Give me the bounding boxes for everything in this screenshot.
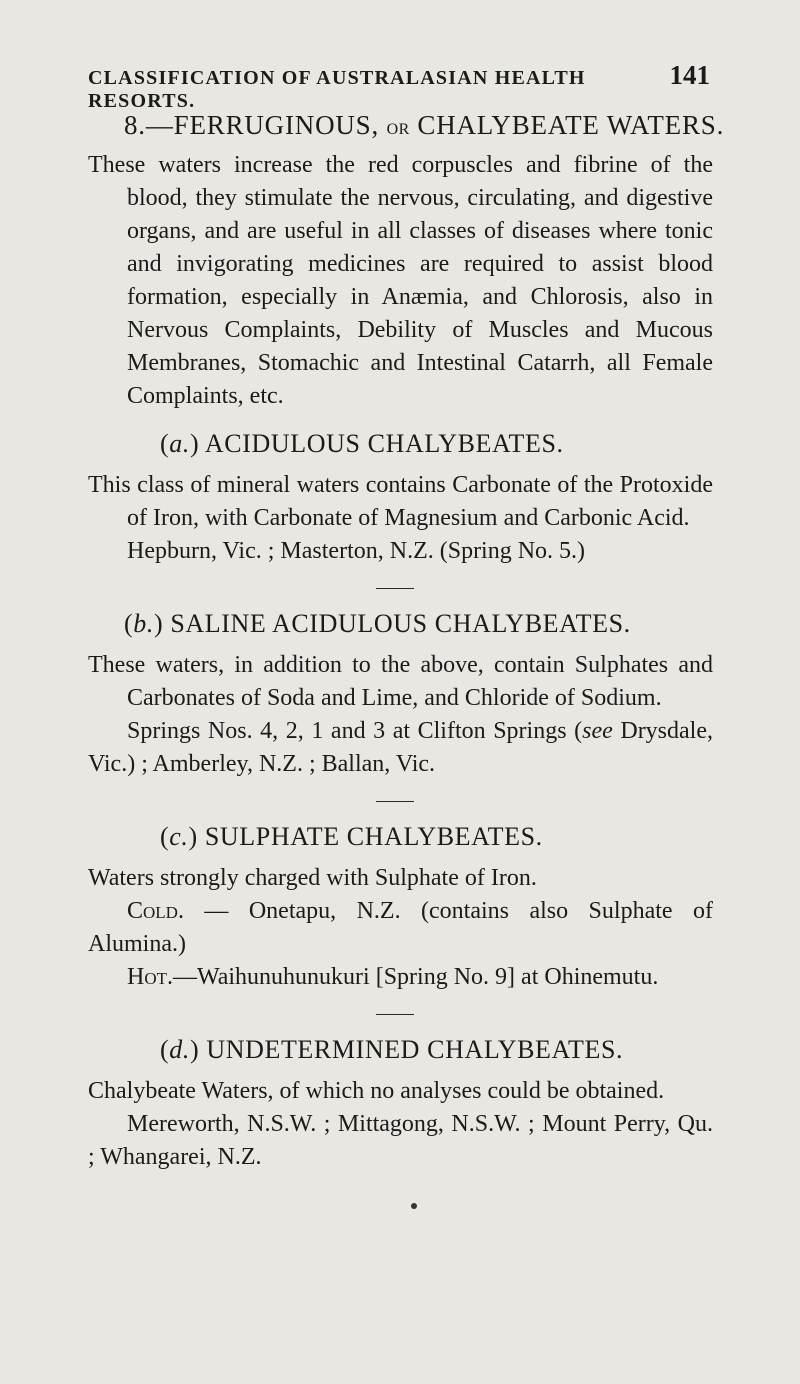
- section-title: [124, 108, 725, 147]
- subsection-c-cold-label: Cold.: [127, 898, 184, 924]
- running-header: [88, 60, 710, 113]
- section-title-part1: —FERRUGINOUS,: [145, 110, 380, 140]
- subsection-d-label: d.: [169, 1035, 190, 1064]
- running-title: CLASSIFICATION OF AUSTRALASIAN HEALTH RESORTS.: [88, 67, 586, 112]
- subsection-b-title: (b.) SALINE ACIDULOUS CHALYBEATES.: [124, 609, 631, 638]
- divider-rule-2: [376, 801, 414, 802]
- subsection-a-places: Hepburn, Vic. ; Masterton, N.Z. (Spring No. 5.): [127, 538, 586, 564]
- page-content: [88, 108, 725, 1174]
- subsection-c-hot-label: Hot.: [127, 964, 173, 990]
- subsection-c-cold: [88, 895, 713, 961]
- subsection-b-places-part2: Drysdale, Vic.) ; Amberley, N.Z. ; Ballan, Vic.: [88, 718, 713, 777]
- subsection-a-heading: ACIDULOUS CHALYBEATES.: [204, 429, 564, 458]
- section-intro: These waters increase the red corpuscles and fibrine of the blood, they stimulate the nervous, circulating, and digestive organs, and are useful in all classes of diseases where tonic and invigorating medicines are required to assist blood formation, especially in Anæmia, and Chlorosis, also in Nervous Complaints, Debility of Muscles and Mucous Membranes, Stomachic and Intestinal Catarrh, all Female Complaints, etc.: [88, 152, 713, 409]
- divider-rule-1: [376, 588, 414, 589]
- subsection-b-places-see: see: [582, 718, 613, 744]
- subsection-b-description: These waters, in addition to the above, contain Sulphates and Carbonates of Soda and Lime, and Chloride of Sodium.: [88, 652, 713, 711]
- section-number: 8.: [124, 110, 146, 140]
- subsection-a-label: a.: [169, 429, 190, 458]
- section-title-or: OR: [386, 121, 410, 138]
- subsection-d-description: Chalybeate Waters, of which no analyses could be obtained.: [88, 1078, 665, 1104]
- subsection-c-title: (c.) SULPHATE CHALYBEATES.: [160, 822, 543, 851]
- page-number: 141: [669, 60, 710, 90]
- subsection-c-description: Waters strongly charged with Sulphate of Iron.: [88, 865, 537, 891]
- divider-rule-3: [376, 1014, 414, 1015]
- subsection-c-label: c.: [169, 822, 189, 851]
- subsection-c-hot: [88, 961, 713, 994]
- print-mark: [411, 1203, 417, 1209]
- subsection-b-places: [88, 715, 713, 781]
- subsection-c-cold-text: — Onetapu, N.Z. (contains also Sulphate of Alumina.): [88, 898, 713, 957]
- subsection-d-heading: UNDETERMINED CHALYBEATES.: [206, 1035, 624, 1064]
- subsection-a-description: This class of mineral waters contains Carbonate of the Protoxide of Iron, with Carbonate of Magnesium and Carbonic Acid.: [88, 472, 713, 531]
- subsection-c-hot-text: —Waihunuhunukuri [Spring No. 9] at Ohinemutu.: [173, 964, 659, 990]
- subsection-c-heading: SULPHATE CHALYBEATES.: [204, 822, 543, 851]
- subsection-d-title: (d.) UNDETERMINED CHALYBEATES.: [160, 1035, 624, 1064]
- subsection-d-places: Mereworth, N.S.W. ; Mittagong, N.S.W. ; Mount Perry, Qu. ; Whangarei, N.Z.: [88, 1111, 713, 1170]
- section-title-part2: CHALYBEATE WATERS.: [417, 110, 725, 140]
- subsection-b-label: b.: [133, 609, 154, 638]
- subsection-a-title: (a.) ACIDULOUS CHALYBEATES.: [160, 429, 564, 458]
- subsection-b-heading: SALINE ACIDULOUS CHALYBEATES.: [170, 609, 631, 638]
- subsection-b-places-part1: Springs Nos. 4, 2, 1 and 3 at Clifton Springs (: [127, 718, 583, 744]
